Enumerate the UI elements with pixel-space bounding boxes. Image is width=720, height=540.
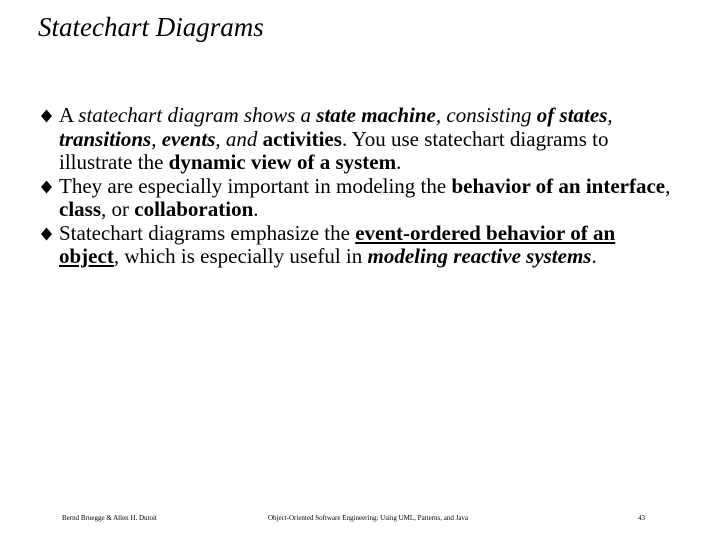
- bullet-text-run: .: [396, 150, 402, 174]
- bullet-text-run: ,: [151, 126, 162, 151]
- footer-page-number: 43: [638, 514, 645, 522]
- bullet-text-run: ,: [665, 173, 671, 198]
- bullet-text: [59, 221, 615, 269]
- bullet-text-run: They are especially important in modeling the: [59, 173, 452, 198]
- diamond-bullet-icon: [40, 109, 53, 123]
- bullet-text-run: , and: [215, 126, 263, 151]
- bullet-item: [40, 104, 680, 175]
- bullet-text-run: state machine: [316, 103, 436, 127]
- bullet-text-run: A: [59, 103, 79, 127]
- bullet-text-run: collaboration: [134, 197, 254, 221]
- bullet-text-run: of states: [536, 103, 608, 127]
- bullet-item: [40, 175, 680, 222]
- bullet-text-run: event-ordered behavior of an object: [59, 220, 616, 268]
- bullet-text-run: activities: [262, 126, 342, 151]
- bullet-text: [59, 174, 670, 222]
- bullet-text: [59, 103, 613, 174]
- slide-title: Statechart Diagrams: [38, 12, 264, 42]
- bullet-text-run: dynamic view of a system: [168, 150, 397, 174]
- bullet-text-run: behavior of an interface: [451, 173, 666, 198]
- bullet-text-run: .: [253, 197, 259, 221]
- bullet-item: [40, 222, 680, 269]
- bullet-text-run: , consisting: [435, 103, 537, 127]
- bullet-text-run: , which is especially useful in: [113, 244, 368, 268]
- bullet-text-run: . You use statechart diagrams to illustrate the: [59, 126, 609, 174]
- bullet-text-run: class: [59, 197, 101, 221]
- bullet-list: [40, 104, 680, 269]
- bullet-text-run: , or: [101, 197, 135, 221]
- bullet-text-run: transitions: [59, 126, 152, 151]
- bullet-text-run: .: [591, 244, 597, 268]
- bullet-text-run: ,: [607, 103, 613, 127]
- bullet-text-run: Statechart diagrams emphasize the: [59, 220, 356, 245]
- bullet-text-run: modeling reactive systems: [367, 244, 592, 268]
- bullet-text-run: statechart diagram shows a: [78, 103, 317, 127]
- footer-book-title: Object-Oriented Software Engineering: Using UML, Patterns, and Java: [268, 514, 469, 522]
- bullet-text-run: events: [161, 126, 216, 151]
- diamond-bullet-icon: [40, 227, 53, 241]
- footer-authors: Bernd Bruegge & Allen H. Dutoit: [62, 514, 157, 522]
- diamond-bullet-icon: [40, 180, 53, 194]
